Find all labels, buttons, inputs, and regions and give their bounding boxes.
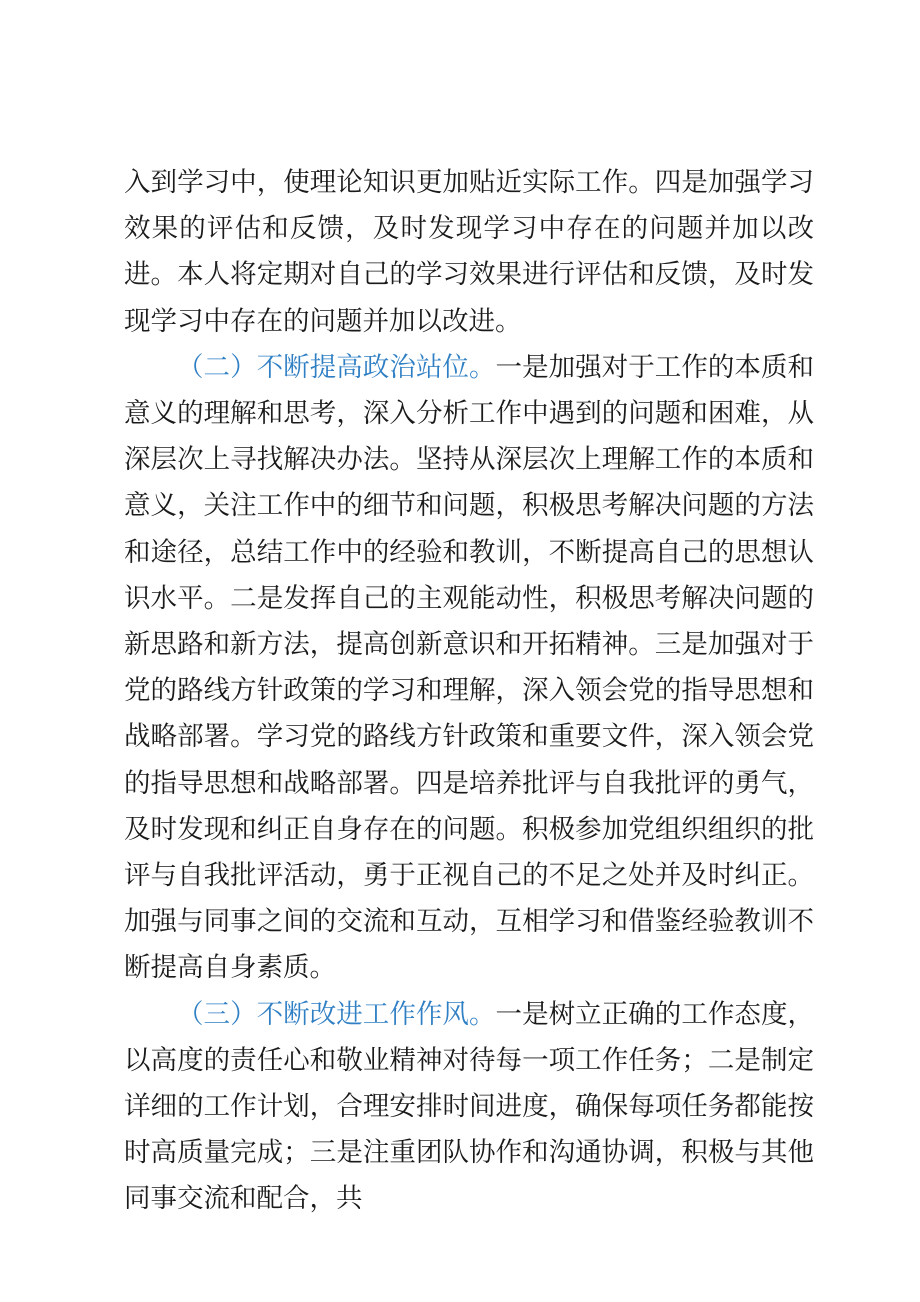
paragraph-section-2 [124, 345, 814, 992]
paragraph-text: 入到学习中，使理论知识更加贴近实际工作。四是加强学习效果的评估和反馈，及时发现学习中存在的问题并加以改进。本人将定期对自己的学习效果进行评估和反馈，及时发现学习中存在的问题并加以改进。 [124, 167, 814, 337]
paragraph-text: 一是树立正确的工作态度，以高度的责任心和敬业精神对待每一项工作任务；二是制定详细的工作计划，合理安排时间进度，确保每项任务都能按时高质量完成；三是注重团队协作和沟通协调，积极与其他同事交流和配合，共 [124, 998, 815, 1215]
section-heading-2: （二）不断提高政治站位。 [177, 351, 496, 383]
section-heading-3: （三）不断改进工作作风。 [177, 998, 496, 1030]
document-body [124, 160, 814, 1223]
paragraph-continuation [124, 160, 814, 345]
paragraph-section-3 [124, 992, 814, 1223]
paragraph-text: 一是加强对于工作的本质和意义的理解和思考，深入分析工作中遇到的问题和困难，从深层次上寻找解决办法。坚持从深层次上理解工作的本质和意义，关注工作中的细节和问题，积极思考解决问题的方法和途径，总结工作中的经验和教训，不断提高自己的思想认识水平。二是发挥自己的主观能动性，积极思考解决问题的新思路和新方法，提高创新意识和开拓精神。三是加强对于党的路线方针政策的学习和理解，深入领会党的指导思想和战略部署。学习党的路线方针政策和重要文件，深入领会党的指导思想和战略部署。四是培养批评与自我批评的勇气，及时发现和纠正自身存在的问题。积极参加党组织组织的批评与自我批评活动，勇于正视自己的不足之处并及时纠正。加强与同事之间的交流和互动，互相学习和借鉴经验教训不断提高自身素质。 [124, 351, 815, 984]
